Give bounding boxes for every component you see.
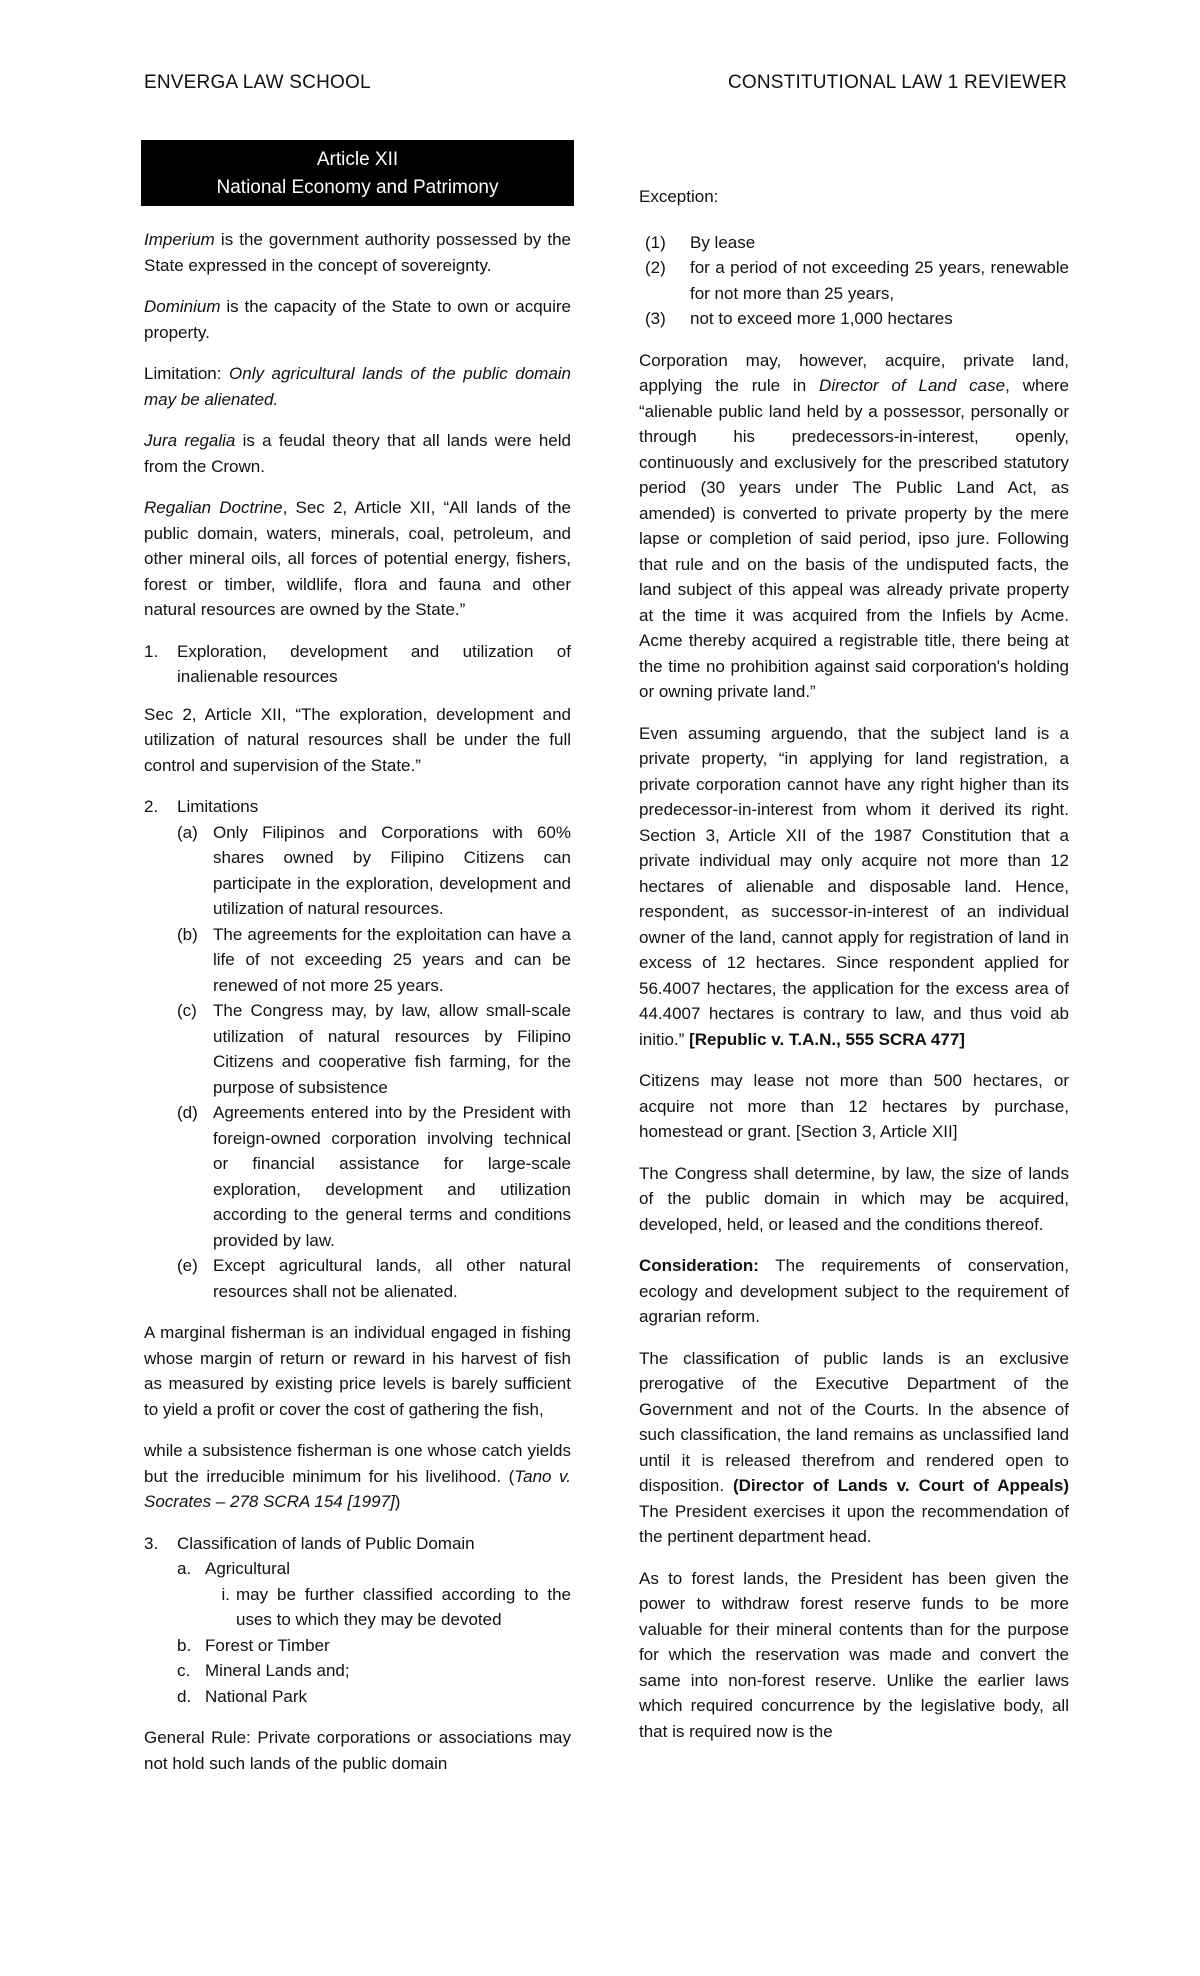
exception-label: Exception: xyxy=(639,187,719,206)
general-rule-paragraph: General Rule: Private corporations or associations may not hold such lands of the public domain xyxy=(144,1728,571,1773)
list-item xyxy=(639,306,1069,332)
consideration-label: Consideration: xyxy=(639,1256,759,1275)
item-number: 1. xyxy=(144,641,159,661)
regalian-doctrine-paragraph xyxy=(144,495,571,623)
limitation-label: Limitation: xyxy=(144,364,230,384)
exception-marker: (3) xyxy=(645,309,666,328)
class-text: Agricultural xyxy=(205,1559,291,1579)
list-item xyxy=(144,1684,571,1710)
imperium-paragraph xyxy=(144,227,571,278)
director-of-land-case: Director of Land case xyxy=(819,376,1006,395)
land-classification-list xyxy=(144,1556,571,1709)
classification-text: The classification of public lands is an exclusive prerogative of the Executive Department of the Government and not of the Courts. In the absence of such classification, the land remains as unclassified land until it is released therefrom and rendered open to disposition. xyxy=(639,1348,1069,1495)
list-item xyxy=(639,255,1069,306)
jura-regalia-paragraph xyxy=(144,428,571,479)
sub-item-marker: (a) xyxy=(177,822,198,842)
numbered-item-2 xyxy=(144,794,571,820)
header-school: ENVERGA LAW SCHOOL xyxy=(144,72,371,93)
sub-item-text: Except agricultural lands, all other natural resources shall not be alienated. xyxy=(213,1256,571,1301)
marginal-fisherman-paragraph: A marginal fisherman is an individual engaged in fishing whose margin of return or reward in his harvest of fish as measured by existing price levels is barely sufficient to yield a profit or cover the cost of gathering the fish, xyxy=(144,1323,571,1419)
exception-marker: (1) xyxy=(645,232,666,252)
imperium-definition: is the government authority possessed by the State expressed in the concept of sovereignty. xyxy=(144,230,571,275)
limitations-list xyxy=(144,820,571,1305)
item-number: 3. xyxy=(144,1533,159,1553)
header-reviewer-title: CONSTITUTIONAL LAW 1 REVIEWER xyxy=(727,72,1067,93)
classification-post: The President exercises it upon the recommendation of the pertinent department head. xyxy=(639,1501,1069,1546)
tano-close: ) xyxy=(394,1492,401,1512)
exception-text: By lease xyxy=(690,232,756,252)
list-item xyxy=(177,922,571,999)
item-text: Limitations xyxy=(177,797,259,817)
jura-regalia-term: Jura regalia xyxy=(144,431,236,451)
limitation-text: Only agricultural lands of the public domain may be alienated. xyxy=(144,364,571,409)
right-column xyxy=(639,184,1069,1760)
list-item xyxy=(144,1658,571,1684)
sec2-paragraph: Sec 2, Article XII, “The exploration, development and utilization of natural resources shall be under the full control and supervision of the State.” xyxy=(144,704,571,775)
limitation-paragraph xyxy=(144,361,571,412)
corporation-intro: Corporation may, however, acquire, private land, applying the rule in xyxy=(639,350,1069,395)
sub-item-text: Only Filipinos and Corporations with 60% shares owned by Filipino Citizens can participate in the exploration, development and utilization of natural resources. xyxy=(213,822,571,919)
class-text: Mineral Lands and; xyxy=(205,1661,350,1681)
corporation-quote: , where “alienable public land held by a possessor, personally or through his predecessors-in-interest, openly, continuously and exclusively for the prescribed statutory period (30 years under The Public Land Act, as amended) is converted to private property by the mere lapse or completion of said period, ipso jure. Following that rule and on the basis of the undisputed facts, the land subject of this appeal was already private property at the time it was acquired from the Infiels by Acme. Acme thereby acquired a registrable title, there being at the time no prohibition against said corporation's holding or owning private land.” xyxy=(639,376,1069,701)
list-item xyxy=(144,1582,571,1633)
article-title-box xyxy=(141,140,574,206)
exception-text: not to exceed more 1,000 hectares xyxy=(690,309,953,328)
list-item xyxy=(144,1633,571,1659)
regalian-doctrine-term: Regalian Doctrine xyxy=(144,498,283,518)
article-subject: National Economy and Patrimony xyxy=(216,176,499,198)
list-item xyxy=(177,820,571,922)
subsistence-text: while a subsistence fisherman is one whose catch yields but the irreducible minimum for his livelihood. xyxy=(144,1441,571,1486)
dominium-paragraph xyxy=(144,294,571,345)
item-text: Classification of lands of Public Domain xyxy=(177,1533,475,1553)
dominium-term: Dominium xyxy=(144,297,221,317)
class-marker: d. xyxy=(177,1686,192,1706)
consideration-text: The requirements of conservation, ecology and development subject to the requirement of agrarian reform. xyxy=(639,1256,1069,1326)
jura-regalia-definition: is a feudal theory that all lands were held from the Crown. xyxy=(144,431,571,476)
roman-text: may be further classified according to the uses to which they may be devoted xyxy=(236,1584,571,1630)
regalian-doctrine-text: , Sec 2, Article XII, “All lands of the public domain, waters, minerals, coal, petroleum, and other mineral oils, all forces of potential energy, fishers, forest or timber, wildlife, flora and fauna and other natural resources are owned by the State.” xyxy=(144,498,571,620)
congress-paragraph: The Congress shall determine, by law, the size of lands of the public domain in which may be acquired, developed, held, or leased and the conditions thereof. xyxy=(639,1163,1069,1234)
class-text: National Park xyxy=(205,1686,308,1706)
class-marker: a. xyxy=(177,1559,192,1579)
numbered-item-1 xyxy=(144,639,571,690)
roman-marker: i. xyxy=(221,1584,230,1604)
citizens-paragraph: Citizens may lease not more than 500 hectares, or acquire not more than 12 hectares by purchase, homestead or grant. [Section 3, Article XII] xyxy=(639,1071,1069,1141)
sub-item-marker: (c) xyxy=(177,1001,197,1021)
sub-item-text: The agreements for the exploitation can have a life of not exceeding 25 years and can be renewed of not more 25 years. xyxy=(213,924,571,995)
class-marker: c. xyxy=(177,1661,191,1681)
dominium-definition: is the capacity of the State to own or acquire property. xyxy=(144,297,571,342)
sub-item-marker: (b) xyxy=(177,924,198,944)
item-text: Exploration, development and utilization of inalienable resources xyxy=(177,641,571,687)
list-item xyxy=(144,1556,571,1582)
subsistence-fisherman-paragraph xyxy=(144,1438,571,1515)
sub-item-text: Agreements entered into by the President with foreign-owned corporation involving technical or financial assistance for large-scale exploration, development and utilization according to the general terms and conditions provided by law. xyxy=(213,1103,571,1250)
imperium-term: Imperium xyxy=(144,230,215,250)
arguendo-text: Even assuming arguendo, that the subject land is a private property, “in applying for land registration, a private corporation cannot have any right higher than its predecessor-in-interest from whom it derived its right. Section 3, Article XII of the 1987 Constitution that a private individual may only acquire not more than 12 hectares of alienable and disposable land. Hence, respondent, as successor-in-interest of an individual owner of the land, cannot apply for registration of land in excess of 12 hectares. Since respondent applied for 56.4007 hectares, the application for the excess area of 44.4007 hectares is contrary to law, and thus void ab initio.” xyxy=(639,723,1069,1049)
class-marker: b. xyxy=(177,1635,192,1655)
list-item xyxy=(177,1253,571,1304)
consideration-paragraph xyxy=(639,1253,1069,1330)
left-column xyxy=(144,140,571,1792)
list-item xyxy=(639,230,1069,256)
forest-lands-paragraph: As to forest lands, the President has been given the power to withdraw forest reserve funds to be more valuable for their mineral contents than for the purpose for which the reservation was made and convert the same into non-forest reserve. Unlike the earlier laws which required concurrence by the legislative body, all that is required now is the xyxy=(639,1568,1069,1741)
sub-item-text: The Congress may, by law, allow small-scale utilization of natural resources by Filipino Citizens and cooperative fish farming, for the purpose of subsistence xyxy=(213,1001,571,1097)
item-number: 2. xyxy=(144,797,159,817)
corporation-paragraph xyxy=(639,348,1069,705)
class-text: Forest or Timber xyxy=(205,1635,330,1655)
director-of-lands-citation: (Director of Lands v. Court of Appeals) xyxy=(732,1476,1069,1495)
exception-text: for a period of not exceeding 25 years, renewable for not more than 25 years, xyxy=(690,258,1069,303)
sub-item-marker: (d) xyxy=(177,1103,198,1123)
tano-open: ( xyxy=(508,1466,515,1486)
classification-paragraph xyxy=(639,1346,1069,1550)
tano-citation: Tano v. Socrates – 278 SCRA 154 [1997] xyxy=(144,1466,571,1512)
numbered-item-3 xyxy=(144,1531,571,1557)
article-number: Article XII xyxy=(316,149,399,170)
list-item xyxy=(177,1100,571,1253)
exception-marker: (2) xyxy=(645,258,666,277)
republic-tan-citation: [Republic v. T.A.N., 555 SCRA 477] xyxy=(689,1029,965,1049)
arguendo-paragraph xyxy=(639,721,1069,1053)
exception-list xyxy=(639,230,1069,332)
list-item xyxy=(177,998,571,1100)
sub-item-marker: (e) xyxy=(177,1256,198,1276)
